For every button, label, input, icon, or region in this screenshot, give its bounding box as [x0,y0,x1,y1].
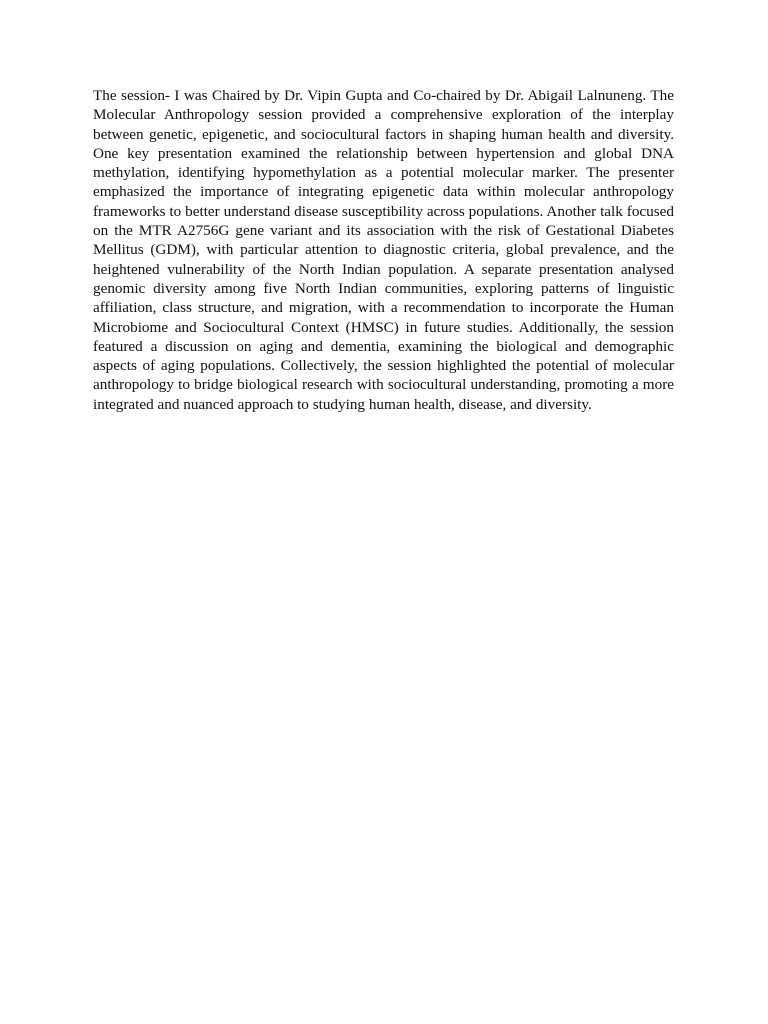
session-summary-paragraph: The session- I was Chaired by Dr. Vipin Gupta and Co-chaired by Dr. Abigail Lalnuneng. The Molecular Anthropology session provided a comprehensive exploration of the interplay between genetic, epigenetic, and sociocultural factors in shaping human health and diversity. One key presentation examined the relationship between hypertension and global DNA methylation, identifying hypomethylation as a potential molecular marker. The presenter emphasized the importance of integrating epigenetic data within molecular anthropology frameworks to better understand disease susceptibility across populations. Another talk focused on the MTR A2756G gene variant and its association with the risk of Gestational Diabetes Mellitus (GDM), with particular attention to diagnostic criteria, global prevalence, and the heightened vulnerability of the North Indian population. A separate presentation analysed genomic diversity among five North Indian communities, exploring patterns of linguistic affiliation, class structure, and migration, with a recommendation to incorporate the Human Microbiome and Sociocultural Context (HMSC) in future studies. Additionally, the session featured a discussion on aging and dementia, examining the biological and demographic aspects of aging populations. Collectively, the session highlighted the potential of molecular anthropology to bridge biological research with sociocultural understanding, promoting a more integrated and nuanced approach to studying human health, disease, and diversity. [93,87,674,413]
